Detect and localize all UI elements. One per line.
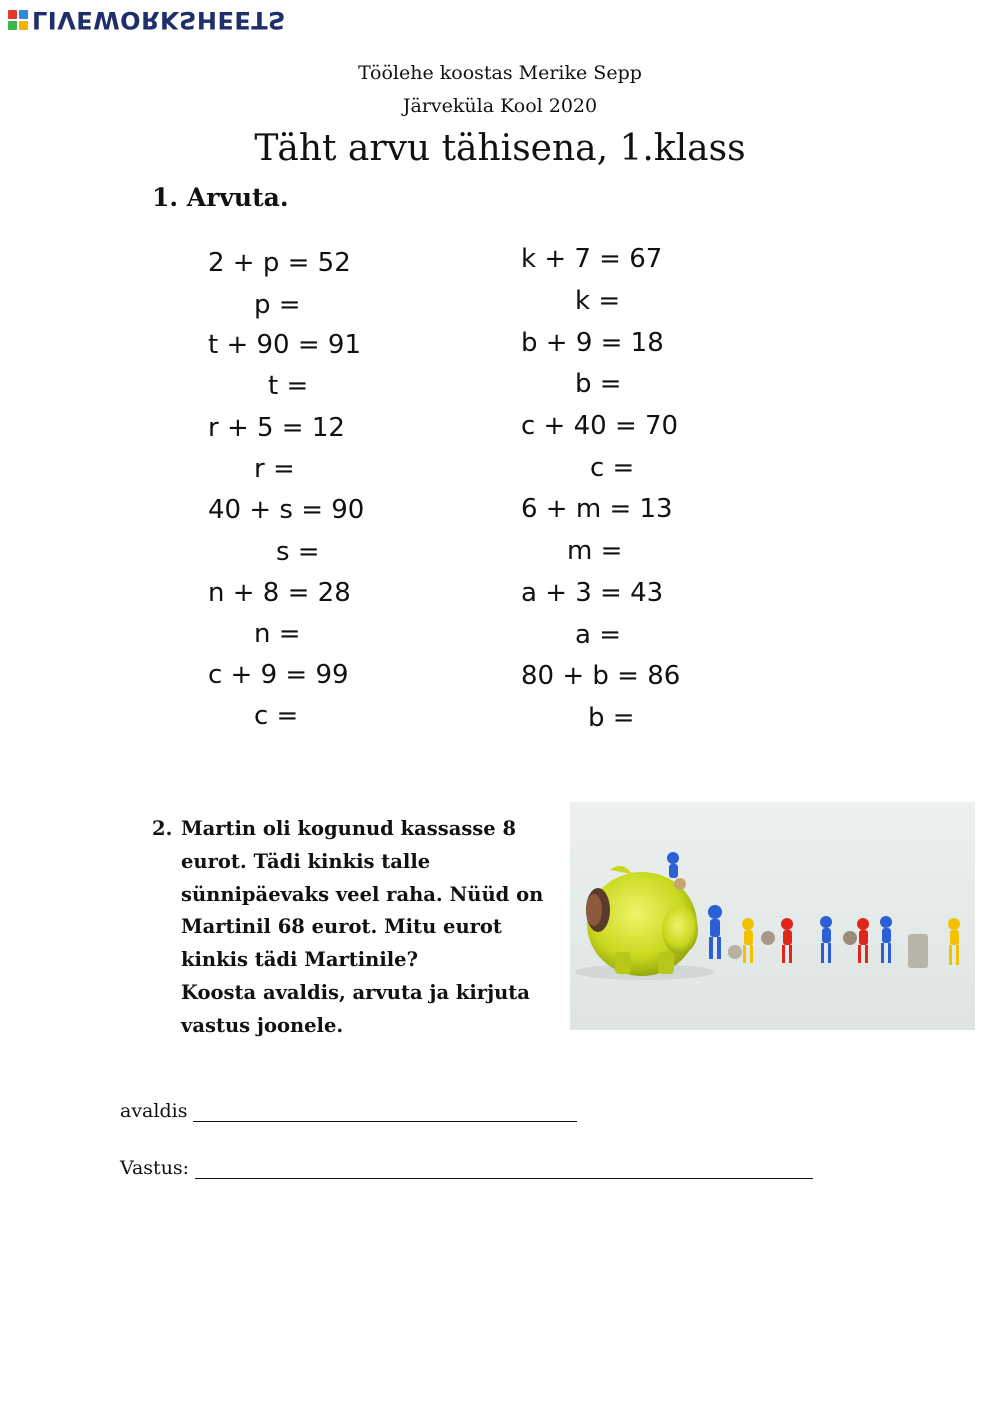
task2-line: Martin oli kogunud kassasse 8 bbox=[181, 817, 517, 840]
piggy-bank-photo bbox=[570, 802, 975, 1030]
logo-cube bbox=[19, 10, 28, 19]
logo-cube bbox=[19, 21, 28, 30]
equation: c + 40 = 70 bbox=[521, 411, 679, 441]
task2-line: vastus joonele. bbox=[181, 1013, 344, 1037]
answer-field[interactable]: r = bbox=[254, 454, 295, 484]
answer-field[interactable]: k = bbox=[575, 286, 621, 316]
expression-answer-row bbox=[120, 1100, 577, 1122]
logo-cubes-icon bbox=[8, 10, 28, 30]
equation: k + 7 = 67 bbox=[521, 244, 663, 274]
author-line: Töölehe koostas Merike Sepp bbox=[358, 62, 642, 84]
expression-label: avaldis bbox=[120, 1100, 188, 1122]
answer-field[interactable]: p = bbox=[254, 290, 301, 320]
answer-field[interactable]: s = bbox=[276, 537, 320, 567]
equation: 2 + p = 52 bbox=[208, 248, 351, 278]
expression-input[interactable] bbox=[193, 1101, 577, 1122]
equation: t + 90 = 91 bbox=[208, 330, 361, 360]
task2-word-problem bbox=[152, 813, 552, 1043]
answer-field[interactable]: t = bbox=[268, 371, 309, 401]
equation: c + 9 = 99 bbox=[208, 660, 349, 690]
logo-text: LIVEWORKSHEETS bbox=[32, 6, 286, 34]
logo-cube bbox=[8, 21, 17, 30]
task2-line: kinkis tädi Martinile? bbox=[181, 948, 418, 972]
task2-line: Martinil 68 eurot. Mitu eurot bbox=[181, 915, 502, 939]
task2-line: eurot. Tädi kinkis talle bbox=[181, 849, 431, 873]
school-line: Järveküla Kool 2020 bbox=[402, 95, 598, 117]
result-label: Vastus: bbox=[120, 1157, 190, 1179]
answer-field[interactable]: b = bbox=[575, 369, 622, 399]
result-input[interactable] bbox=[195, 1158, 813, 1179]
logo-cube bbox=[8, 10, 17, 19]
task2-number: 2. bbox=[152, 817, 173, 840]
result-answer-row bbox=[120, 1157, 813, 1179]
equation: 80 + b = 86 bbox=[521, 661, 681, 691]
task2-line: Koosta avaldis, arvuta ja kirjuta bbox=[181, 980, 530, 1004]
answer-field[interactable]: b = bbox=[588, 703, 635, 733]
equation: 6 + m = 13 bbox=[521, 494, 673, 524]
task2-line: sünnipäevaks veel raha. Nüüd on bbox=[181, 882, 544, 906]
equation: b + 9 = 18 bbox=[521, 328, 664, 358]
equation: r + 5 = 12 bbox=[208, 413, 345, 443]
answer-field[interactable]: m = bbox=[567, 536, 623, 566]
answer-field[interactable]: c = bbox=[590, 453, 635, 483]
piggy-bank-illustration bbox=[570, 802, 975, 1030]
answer-field[interactable]: a = bbox=[575, 620, 621, 650]
equation: a + 3 = 43 bbox=[521, 578, 664, 608]
equation: 40 + s = 90 bbox=[208, 495, 365, 525]
worksheet-title: Täht arvu tähisena, 1.klass bbox=[254, 128, 746, 169]
equation: n + 8 = 28 bbox=[208, 578, 351, 608]
liveworksheets-logo bbox=[8, 4, 286, 36]
answer-field[interactable]: c = bbox=[254, 701, 299, 731]
task1-heading: 1. Arvuta. bbox=[152, 183, 289, 212]
answer-field[interactable]: n = bbox=[254, 619, 301, 649]
